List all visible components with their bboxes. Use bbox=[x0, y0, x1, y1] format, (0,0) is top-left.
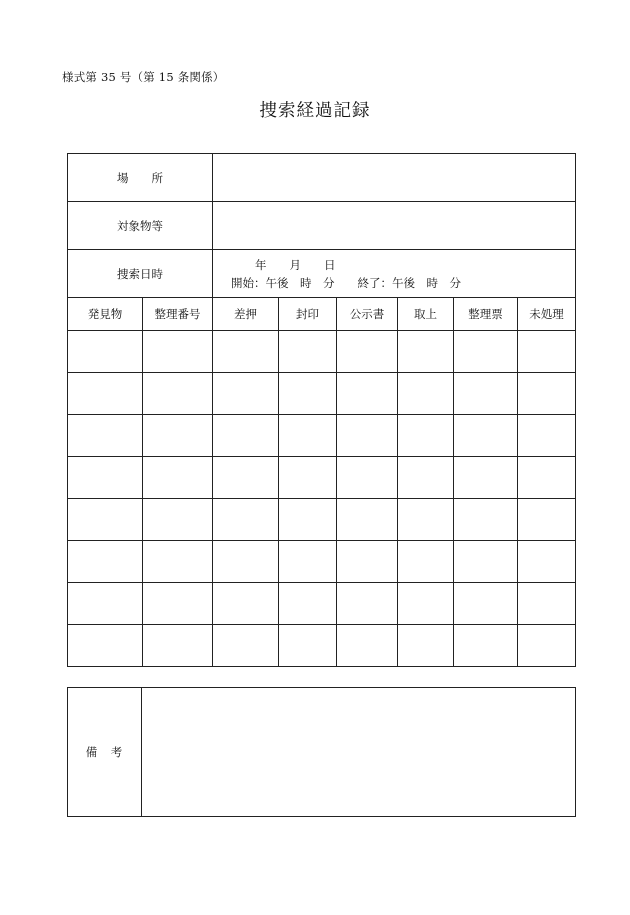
table-cell[interactable] bbox=[518, 541, 576, 583]
datetime-row bbox=[68, 250, 576, 298]
table-cell[interactable] bbox=[143, 583, 213, 625]
table-cell[interactable] bbox=[337, 499, 398, 541]
table-cell[interactable] bbox=[279, 457, 337, 499]
table-cell[interactable] bbox=[68, 583, 143, 625]
table-cell[interactable] bbox=[337, 583, 398, 625]
table-cell[interactable] bbox=[398, 583, 454, 625]
place-label: 場 所 bbox=[68, 154, 213, 202]
table-cell[interactable] bbox=[143, 373, 213, 415]
table-row bbox=[68, 499, 576, 541]
table-cell[interactable] bbox=[337, 373, 398, 415]
table-cell[interactable] bbox=[143, 541, 213, 583]
datetime-field[interactable] bbox=[213, 250, 576, 298]
table-cell[interactable] bbox=[454, 331, 518, 373]
table-cell[interactable] bbox=[454, 457, 518, 499]
table-cell[interactable] bbox=[68, 415, 143, 457]
table-cell[interactable] bbox=[398, 499, 454, 541]
table-cell[interactable] bbox=[398, 415, 454, 457]
table-row bbox=[68, 373, 576, 415]
table-cell[interactable] bbox=[454, 499, 518, 541]
table-cell[interactable] bbox=[518, 331, 576, 373]
table-cell[interactable] bbox=[143, 331, 213, 373]
table-cell[interactable] bbox=[143, 415, 213, 457]
remarks-table bbox=[67, 687, 576, 817]
table-cell[interactable] bbox=[398, 541, 454, 583]
table-cell[interactable] bbox=[454, 415, 518, 457]
date-line: 年 月 日 bbox=[255, 257, 336, 272]
col-header-unprocessed: 未処理 bbox=[518, 298, 576, 331]
place-row bbox=[68, 154, 576, 202]
table-cell[interactable] bbox=[68, 541, 143, 583]
table-cell[interactable] bbox=[337, 541, 398, 583]
table-cell[interactable] bbox=[68, 625, 143, 667]
column-header-row bbox=[68, 298, 576, 331]
table-row bbox=[68, 625, 576, 667]
table-cell[interactable] bbox=[213, 625, 279, 667]
table-cell[interactable] bbox=[398, 331, 454, 373]
remarks-field[interactable] bbox=[142, 688, 576, 817]
table-cell[interactable] bbox=[518, 457, 576, 499]
table-cell[interactable] bbox=[68, 499, 143, 541]
table-cell[interactable] bbox=[518, 415, 576, 457]
datetime-label: 捜索日時 bbox=[68, 250, 213, 298]
table-cell[interactable] bbox=[213, 583, 279, 625]
table-row bbox=[68, 415, 576, 457]
table-cell[interactable] bbox=[213, 499, 279, 541]
table-row bbox=[68, 457, 576, 499]
table-cell[interactable] bbox=[398, 457, 454, 499]
table-cell[interactable] bbox=[398, 625, 454, 667]
table-cell[interactable] bbox=[518, 625, 576, 667]
col-header-seizure: 差押 bbox=[213, 298, 279, 331]
table-row bbox=[68, 583, 576, 625]
place-field[interactable] bbox=[213, 154, 576, 202]
table-cell[interactable] bbox=[279, 583, 337, 625]
table-cell[interactable] bbox=[337, 457, 398, 499]
table-row bbox=[68, 541, 576, 583]
table-cell[interactable] bbox=[68, 373, 143, 415]
remarks-row bbox=[68, 688, 576, 817]
col-header-collected: 取上 bbox=[398, 298, 454, 331]
table-cell[interactable] bbox=[279, 625, 337, 667]
table-cell[interactable] bbox=[213, 457, 279, 499]
form-number: 様式第 35 号（第 15 条関係） bbox=[62, 70, 225, 84]
remarks-label: 備 考 bbox=[68, 688, 142, 817]
col-header-reference-number: 整理番号 bbox=[143, 298, 213, 331]
table-cell[interactable] bbox=[68, 331, 143, 373]
table-cell[interactable] bbox=[518, 499, 576, 541]
table-cell[interactable] bbox=[279, 499, 337, 541]
table-cell[interactable] bbox=[143, 625, 213, 667]
table-cell[interactable] bbox=[337, 331, 398, 373]
table-cell[interactable] bbox=[454, 541, 518, 583]
table-row bbox=[68, 331, 576, 373]
table-cell[interactable] bbox=[454, 373, 518, 415]
target-field[interactable] bbox=[213, 202, 576, 250]
table-cell[interactable] bbox=[518, 583, 576, 625]
table-cell[interactable] bbox=[213, 373, 279, 415]
table-cell[interactable] bbox=[279, 415, 337, 457]
page-title: 捜索経過記録 bbox=[259, 101, 371, 121]
col-header-seal: 封印 bbox=[279, 298, 337, 331]
table-cell[interactable] bbox=[279, 541, 337, 583]
table-cell[interactable] bbox=[454, 625, 518, 667]
target-label: 対象物等 bbox=[68, 202, 213, 250]
table-cell[interactable] bbox=[143, 499, 213, 541]
table-cell[interactable] bbox=[68, 457, 143, 499]
search-record-table bbox=[67, 153, 576, 667]
table-cell[interactable] bbox=[279, 331, 337, 373]
table-cell[interactable] bbox=[279, 373, 337, 415]
table-cell[interactable] bbox=[337, 625, 398, 667]
table-cell[interactable] bbox=[213, 541, 279, 583]
col-header-found-item: 発見物 bbox=[68, 298, 143, 331]
table-cell[interactable] bbox=[454, 583, 518, 625]
table-cell[interactable] bbox=[337, 415, 398, 457]
table-cell[interactable] bbox=[213, 415, 279, 457]
target-row bbox=[68, 202, 576, 250]
table-cell[interactable] bbox=[213, 331, 279, 373]
table-cell[interactable] bbox=[518, 373, 576, 415]
time-line: 開始：午後 時 分 終了：午後 時 分 bbox=[231, 275, 461, 290]
col-header-reference-slip: 整理票 bbox=[454, 298, 518, 331]
col-header-public-notice: 公示書 bbox=[337, 298, 398, 331]
table-cell[interactable] bbox=[398, 373, 454, 415]
table-cell[interactable] bbox=[143, 457, 213, 499]
